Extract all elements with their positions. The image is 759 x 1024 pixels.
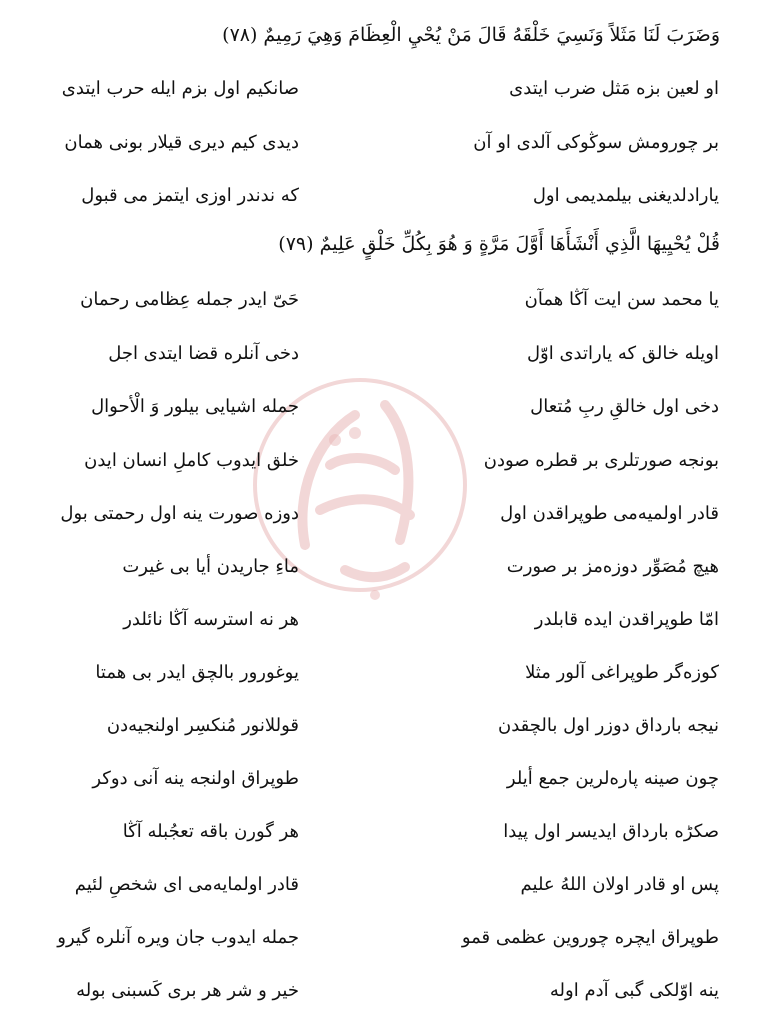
couplet-right-hemistich: ينه اوّلكی گبی آدم اوله <box>549 980 719 1001</box>
couplet-right-hemistich: قادر اولميه‌می طوپراقدن اول <box>500 503 719 524</box>
couplet-left-hemistich: صانكيم اول بزم ايله حرب ايتدی <box>61 78 299 99</box>
couplet-right-hemistich: صكڑه بارداق ايديسر اول پيدا <box>503 821 719 842</box>
couplet-left-hemistich: هر گورن باقه تعجُبله آڭا <box>122 821 299 842</box>
couplet-row <box>0 817 759 847</box>
couplet-left-hemistich: قوللانور مُنكسِر اولنجيه‌دن <box>106 715 299 736</box>
couplet-right-hemistich: بر چورومش سوڭوكی آلدی او آن <box>473 132 719 153</box>
couplet-right-hemistich: يارادلديغنی بيلمديمی اول <box>532 185 719 206</box>
couplet-row <box>0 339 759 369</box>
couplet-right-hemistich: كوزه‌گر طوپراغی آلور مثلا <box>525 662 719 683</box>
couplet-left-hemistich: خلق ايدوب كاملِ انسان ايدن <box>84 450 299 471</box>
couplet-right-hemistich: امّا طوپراقدن ايده قابلدر <box>534 609 719 630</box>
couplet-row <box>0 499 759 529</box>
couplet-row <box>0 711 759 741</box>
couplet-right-hemistich: طوپراق ايچره چوروين عظمی قمو <box>461 927 719 948</box>
couplet-right-hemistich: دخی اول خالقِ ربِ مُتعال <box>530 396 719 417</box>
couplet-right-hemistich: او لعين بزه مَثل ضرب ايتدی <box>509 78 719 99</box>
couplet-right-hemistich: نيجه بارداق دوزر اول بالچقدن <box>497 715 719 736</box>
couplet-right-hemistich: پس او قادر اولان اللهُ عليم <box>520 874 719 895</box>
couplet-row <box>0 74 759 104</box>
couplet-left-hemistich: كه ندندر اوزی ايتمز می قبول <box>81 185 299 206</box>
couplet-row <box>0 285 759 315</box>
couplet-left-hemistich: يوغورور بالچق ايدر بی همتا <box>95 662 299 683</box>
couplet-row <box>0 128 759 158</box>
couplet-left-hemistich: خير و شر هر بری كَسبنی بوله <box>76 980 299 1001</box>
couplet-row <box>0 764 759 794</box>
couplet-right-hemistich: هيچ مُصَوِّر دوزه‌مز بر صورت <box>506 556 719 577</box>
couplet-right-hemistich: بونجه صورتلری بر قطره صودن <box>483 450 719 471</box>
library-logo-watermark-icon <box>235 345 485 625</box>
couplet-left-hemistich: جمله اشيايی بيلور وَ الْأحوال <box>91 396 299 417</box>
couplet-left-hemistich: دخی آنلره قضا ايتدی اجل <box>108 343 299 364</box>
couplet-row <box>0 446 759 476</box>
couplet-left-hemistich: دوزه صورت ينه اول رحمتی بول <box>60 503 299 524</box>
couplet-left-hemistich: ماءِ جاريدن أيا بی غيرت <box>122 556 299 577</box>
couplet-left-hemistich: قادر اولمايه‌می ای شخصِ لئيم <box>74 874 299 895</box>
couplet-row <box>0 870 759 900</box>
couplet-left-hemistich: حَیّ ايدر جمله عِظامی رحمان <box>80 289 299 310</box>
couplet-row <box>0 552 759 582</box>
couplet-left-hemistich: هر نه استرسه آڭا نائلدر <box>123 609 299 630</box>
couplet-row <box>0 181 759 211</box>
quran-verse-78: وَضَرَبَ لَنَا مَثَلاً وَنَسِيَ خَلْقَهُ قَالَ مَنْ يُحْيِ الْعِظَامَ وَهِيَ رَمِيمٌ (۷۸) <box>222 24 720 46</box>
couplet-row <box>0 976 759 1006</box>
couplet-row <box>0 392 759 422</box>
couplet-right-hemistich: اويله خالق كه ياراتدی اوّل <box>526 343 719 364</box>
couplet-right-hemistich: چون صينه پاره‌لرين جمع أيلر <box>506 768 719 789</box>
couplet-left-hemistich: ديدی كيم ديری قيلار بونی همان <box>64 132 299 153</box>
couplet-row <box>0 605 759 635</box>
couplet-left-hemistich: جمله ايدوب جان ويره آنلره گيرو <box>57 927 299 948</box>
couplet-row <box>0 923 759 953</box>
couplet-row <box>0 658 759 688</box>
quran-verse-79: قُلْ يُحْيِيهَا الَّذِي أَنْشَأَهَا أَوَّلَ مَرَّةٍ وَ هُوَ بِكُلِّ خَلْقٍ عَلِيمٌ (۷۹) <box>278 233 720 255</box>
couplet-right-hemistich: يا محمد سن ايت آڭا همآن <box>524 289 719 310</box>
couplet-left-hemistich: طوپراق اولنجه ينه آنی دوكر <box>92 768 299 789</box>
